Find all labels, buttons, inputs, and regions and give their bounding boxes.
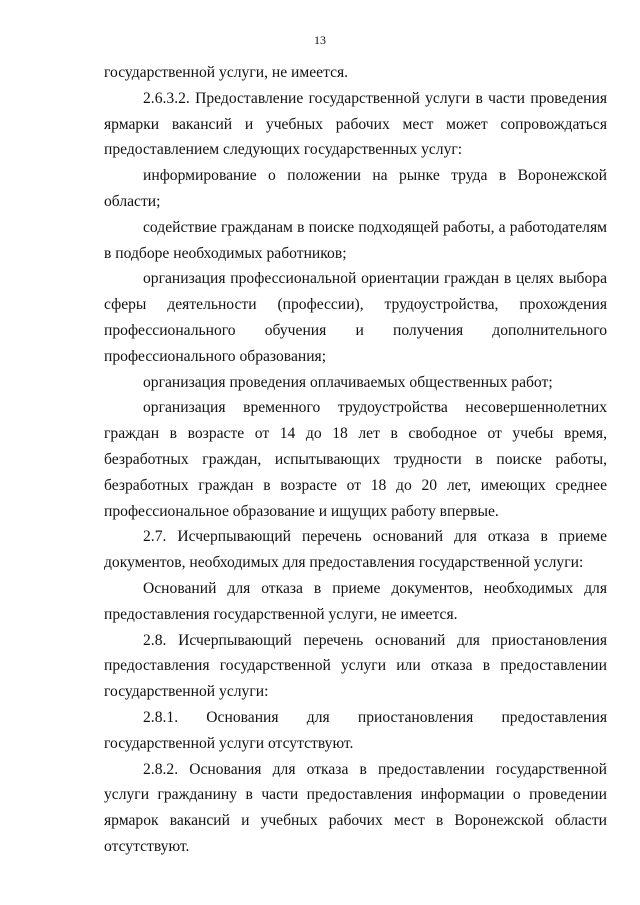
paragraph-2-8: 2.8. Исчерпывающий перечень оснований для приостановления предоставления государственной услуги или отказа в предоставлении государственной услуги: [104, 631, 607, 701]
list-item-job-search-assistance: содействие гражданам в поиске подходящей работы, а работодателям в подборе необходимых работников; [104, 218, 607, 262]
paragraph-2-8-1: 2.8.1. Основания для приостановления предоставления государственной услуги отсутствуют. [104, 708, 607, 752]
list-item-temporary-employment: организация временного трудоустройства несовершеннолетних граждан в возрасте от 14 до 18 лет в свободное от учебы время, безработных граждан, испытывающих трудности в поиске работы, безработных граждан в возрасте от 18 до 20 лет, имеющих среднее профессиональное образование и ищущих работу впервые. [104, 399, 607, 520]
document-body [104, 60, 607, 860]
list-item-career-guidance: организация профессиональной ориентации граждан в целях выбора сферы деятельности (профессии), трудоустройства, прохождения профессионального обучения и получения дополнительного профессионального образования; [104, 270, 607, 365]
page-number: 13 [314, 33, 326, 47]
paragraph-2-7-body: Оснований для отказа в приеме документов, необходимых для предоставления государственной услуги, не имеется. [104, 579, 607, 623]
paragraph-2-8-2: 2.8.2. Основания для отказа в предоставлении государственной услуги гражданину в части предоставления информации о проведении ярмарок вакансий и учебных рабочих мест в Воронежской области отсутствуют. [104, 760, 607, 855]
list-item-public-works: организация проведения оплачиваемых общественных работ; [143, 373, 553, 391]
paragraph-2-6-3-2: 2.6.3.2. Предоставление государственной услуги в части проведения ярмарки вакансий и учебных рабочих мест может сопровождаться предоставлением следующих государственных услуг: [104, 89, 607, 159]
list-item-informing: информирование о положении на рынке труда в Воронежской области; [104, 167, 607, 210]
paragraph-2-7: 2.7. Исчерпывающий перечень оснований для отказа в приеме документов, необходимых для предоставления государственной услуги: [104, 528, 607, 572]
paragraph-continuation: государственной услуги, не имеется. [104, 64, 349, 81]
